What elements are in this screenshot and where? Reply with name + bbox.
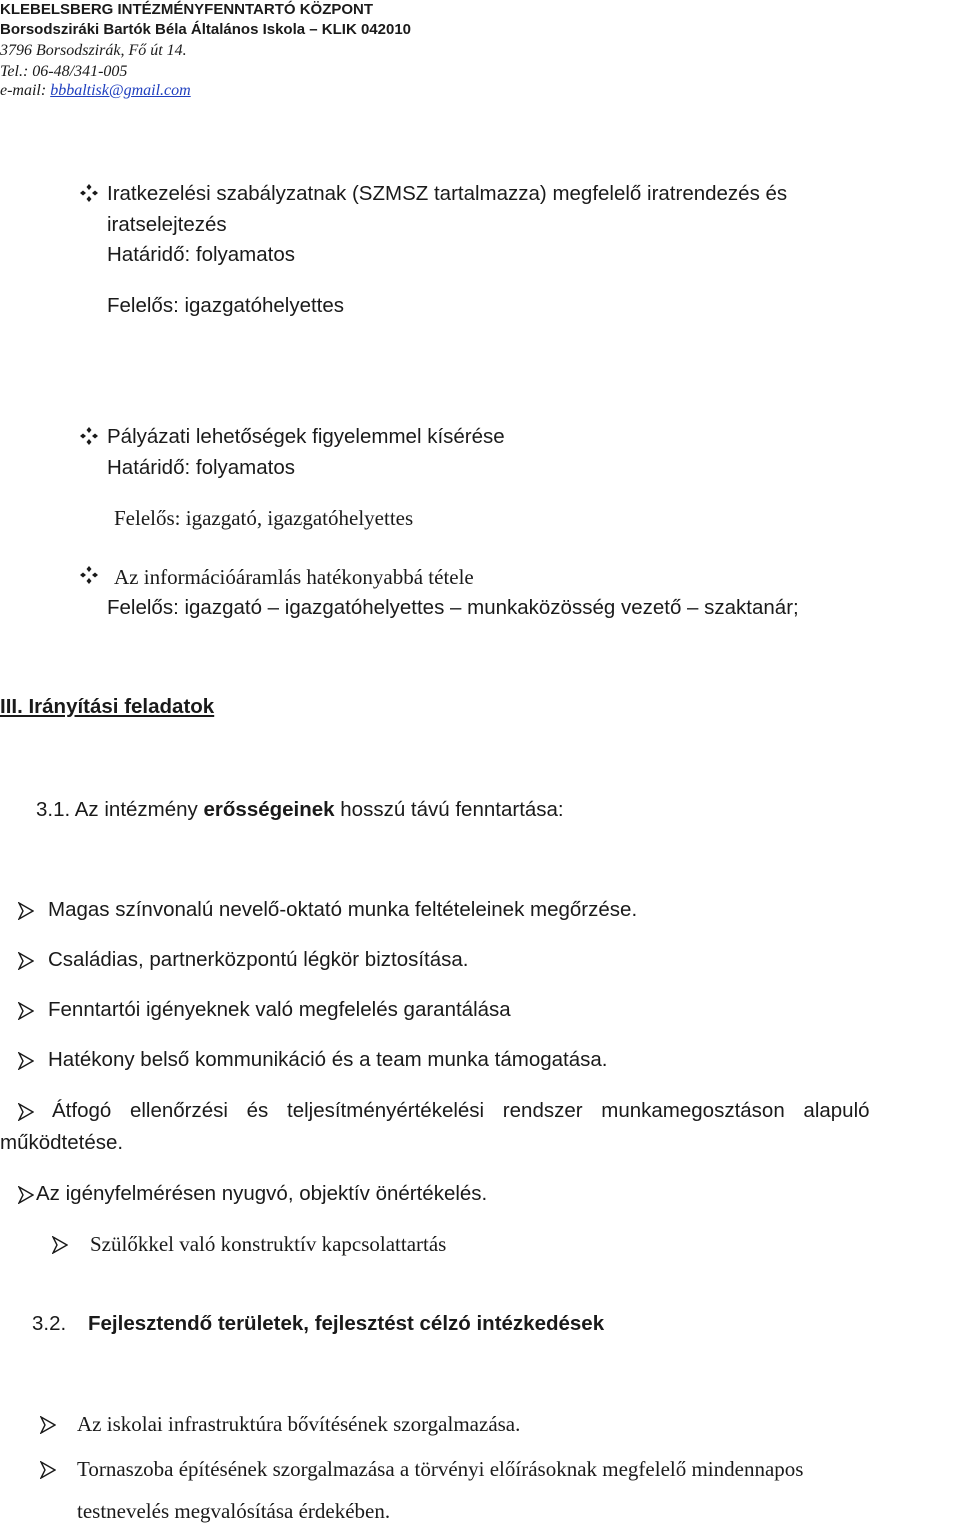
strength-item: Átfogó ellenőrzési és teljesítményértékelési rendszer munkamegosztáson alapuló (52, 1099, 870, 1122)
development-item: Az iskolai infrastruktúra bővítésének szorgalmazása. (77, 1412, 521, 1436)
strength-item: Hatékony belső kommunikáció és a team munka támogatása. (48, 1048, 608, 1071)
email-line (0, 81, 191, 101)
arrow-bullet-icon (18, 1052, 34, 1070)
strength-item: Fenntartói igényeknek való megfelelés garantálása (48, 998, 511, 1021)
diamond-bullet-icon (80, 427, 98, 445)
task-2-deadline: Határidő: folyamatos (107, 456, 296, 479)
task-3-responsible: Felelős: igazgató – igazgatóhelyettes – munkaközösség vezető – szaktanár; (107, 596, 799, 619)
subsection-3-2-title: Fejlesztendő területek, fejlesztést célzó intézkedések (88, 1312, 605, 1335)
address: 3796 Borsodszirák, Fő út 14. (0, 42, 187, 59)
arrow-bullet-icon (40, 1416, 56, 1434)
arrow-bullet-icon (52, 1236, 68, 1254)
school-name: Borsodsziráki Bartók Béla Általános Iskola – KLIK 042010 (0, 21, 411, 38)
strength-item: Szülőkkel való konstruktív kapcsolattartás (90, 1232, 447, 1256)
subsection-3-1-prefix: 3.1. Az intézmény (36, 798, 204, 821)
strength-item: Magas színvonalú nevelő-oktató munka feltételeinek megőrzése. (48, 898, 638, 921)
arrow-bullet-icon (18, 1103, 34, 1121)
arrow-bullet-icon (40, 1461, 56, 1479)
development-item: Tornaszoba építésének szorgalmazása a törvényi előírásoknak megfelelő mindennapos (77, 1457, 804, 1481)
phone: Tel.: 06-48/341-005 (0, 63, 128, 80)
section-heading: III. Irányítási feladatok (0, 695, 215, 718)
arrow-bullet-icon (18, 902, 34, 920)
strength-item: Családias, partnerközpontú légkör biztosítása. (48, 948, 469, 971)
email-link[interactable]: bbbaltisk@gmail.com (50, 82, 191, 99)
arrow-bullet-icon (18, 1002, 34, 1020)
subsection-3-1-suffix: hosszú távú fenntartása: (334, 798, 564, 821)
strength-item-cont: működtetése. (0, 1131, 124, 1154)
development-item-cont: testnevelés megvalósítása érdekében. (77, 1499, 391, 1523)
subsection-3-1-bold: erősségeinek (203, 798, 335, 821)
task-1-title-cont: iratselejtezés (107, 213, 227, 236)
task-2-responsible: Felelős: igazgató, igazgatóhelyettes (114, 506, 414, 530)
arrow-bullet-icon (18, 952, 34, 970)
task-1-title: Iratkezelési szabályzatnak (SZMSZ tartalmazza) megfelelő iratrendezés és (107, 182, 788, 205)
subsection-3-1 (36, 795, 564, 825)
task-2-title: Pályázati lehetőségek figyelemmel kísérése (107, 425, 505, 448)
diamond-bullet-icon (80, 566, 98, 584)
subsection-3-2-number: 3.2. (32, 1312, 67, 1335)
org-name: KLEBELSBERG INTÉZMÉNYFENNTARTÓ KÖZPONT (0, 1, 374, 18)
task-1-deadline: Határidő: folyamatos (107, 243, 296, 266)
email-label: e-mail: (0, 82, 51, 99)
task-1-responsible: Felelős: igazgatóhelyettes (107, 294, 345, 317)
arrow-bullet-icon (18, 1186, 34, 1204)
strength-item: Az igényfelmérésen nyugvó, objektív önértékelés. (36, 1182, 488, 1205)
task-3-title: Az információáramlás hatékonyabbá tétele (114, 565, 474, 589)
diamond-bullet-icon (80, 184, 98, 202)
